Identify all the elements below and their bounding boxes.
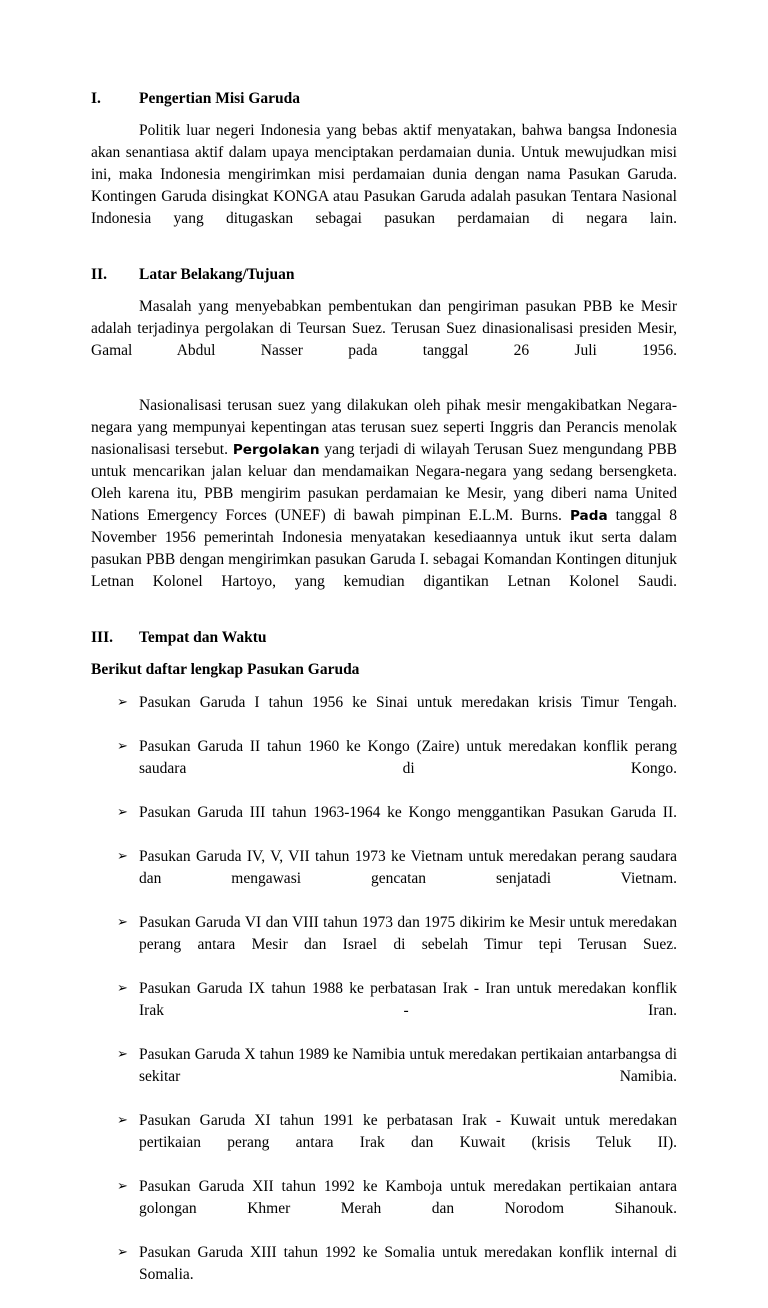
spacer <box>91 681 677 692</box>
paragraph-3-emphasis-pergolakan: Pergolakan <box>232 442 320 458</box>
arrow-bullet-icon: ➢ <box>117 915 128 930</box>
spacer <box>91 649 677 659</box>
section-numeral: I. <box>91 90 101 107</box>
list-item <box>91 1242 677 1308</box>
list-item-text: Pasukan Garuda X tahun 1989 ke Namibia untuk meredakan pertikaian antarbangsa di sekitar Namibia. <box>139 1046 677 1085</box>
list-item-text: Pasukan Garuda IV, V, VII tahun 1973 ke Vietnam untuk meredakan perang saudara dan mengawasi gencatan senjatadi Vietnam. <box>139 848 677 887</box>
list-item-text: Pasukan Garuda I tahun 1956 ke Sinai untuk meredakan krisis Timur Tengah. <box>139 694 677 711</box>
document-content <box>91 88 677 1308</box>
arrow-bullet-icon: ➢ <box>117 805 128 820</box>
list-item <box>91 978 677 1044</box>
list-item <box>91 1044 677 1110</box>
list-item-text: Pasukan Garuda XIII tahun 1992 ke Somalia untuk meredakan konflik internal di Somalia. <box>139 1244 677 1283</box>
list-item <box>91 912 677 978</box>
spacer <box>91 615 677 627</box>
arrow-bullet-icon: ➢ <box>117 1245 128 1260</box>
section-numeral: III. <box>91 629 113 646</box>
list-heading: Berikut daftar lengkap Pasukan Garuda <box>91 661 360 678</box>
paragraph-3-segment-3: tanggal 8 November 1956 pemerintah Indonesia menyatakan kesediaannya untuk ikut serta dalam pasukan PBB dengan mengirimkan pasukan Garuda I. sebagai Komandan Kontingen ditunjuk Letnan Kolonel Hartoyo, yang kemudian digantikan Letnan Kolonel Saudi. <box>91 507 677 590</box>
paragraph-1: Politik luar negeri Indonesia yang bebas aktif menyatakan, bahwa bangsa Indonesia akan senantiasa aktif dalam upaya menciptakan perdamaian dunia. Untuk mewujudkan misi ini, maka Indonesia mengirimkan misi perdamaian dunia dengan nama Pasukan Garuda. Kontingen Garuda disingkat KONGA atau Pasukan Garuda adalah pasukan Tentara Nasional Indonesia yang ditugaskan sebagai pasukan perdamaian di negara lain. <box>91 122 677 227</box>
list-item-text: Pasukan Garuda II tahun 1960 ke Kongo (Zaire) untuk meredakan konflik perang saudara di Kongo. <box>139 738 677 777</box>
list-item-text: Pasukan Garuda XII tahun 1992 ke Kamboja untuk meredakan pertikaian antara golongan Khmer Merah dan Norodom Sihanouk. <box>139 1178 677 1217</box>
paragraph-3-emphasis-pada: Pada <box>569 508 608 524</box>
section-heading-2 <box>91 264 677 286</box>
list-item-text: Pasukan Garuda IX tahun 1988 ke perbatasan Irak - Iran untuk meredakan konflik Irak - Iran. <box>139 980 677 1019</box>
list-item <box>91 1176 677 1242</box>
arrow-bullet-icon: ➢ <box>117 1047 128 1062</box>
garuda-mission-list <box>91 692 677 1308</box>
arrow-bullet-icon: ➢ <box>117 695 128 710</box>
list-item <box>91 692 677 736</box>
spacer <box>91 252 677 264</box>
list-item-text: Pasukan Garuda VI dan VIII tahun 1973 dan 1975 dikirim ke Mesir untuk meredakan perang antara Mesir dan Israel di sebelah Timur tepi Terusan Suez. <box>139 914 677 953</box>
section-title: Pengertian Misi Garuda <box>139 90 301 107</box>
list-item <box>91 736 677 802</box>
section-title: Tempat dan Waktu <box>139 629 267 646</box>
list-item-text: Pasukan Garuda III tahun 1963-1964 ke Kongo menggantikan Pasukan Garuda II. <box>139 804 677 821</box>
section-heading-3 <box>91 627 677 649</box>
spacer <box>91 110 677 120</box>
spacer <box>91 286 677 296</box>
arrow-bullet-icon: ➢ <box>117 981 128 996</box>
spacer <box>91 384 677 395</box>
paragraph-3-segment-2: yang terjadi di wilayah Terusan Suez mengundang PBB untuk mencarikan jalan keluar dan mendamaikan Negara-negara yang sedang bersengketa. Oleh karena itu, PBB mengirim pasukan perdamaian ke Mesir, yang diberi nama United Nations Emergency Forces (UNEF) di bawah pimpinan E.L.M. Burns. <box>91 441 677 524</box>
section-numeral: II. <box>91 266 107 283</box>
section-title: Latar Belakang/Tujuan <box>139 266 295 283</box>
arrow-bullet-icon: ➢ <box>117 1179 128 1194</box>
section-heading-1 <box>91 88 677 110</box>
arrow-bullet-icon: ➢ <box>117 1113 128 1128</box>
list-item <box>91 846 677 912</box>
arrow-bullet-icon: ➢ <box>117 739 128 754</box>
list-item <box>91 1110 677 1176</box>
paragraph-2: Masalah yang menyebabkan pembentukan dan pengiriman pasukan PBB ke Mesir adalah terjadinya pergolakan di Teursan Suez. Terusan Suez dinasionalisasi presiden Mesir, Gamal Abdul Nasser pada tanggal 26 Juli 1956. <box>91 298 677 359</box>
list-item-text: Pasukan Garuda XI tahun 1991 ke perbatasan Irak - Kuwait untuk meredakan pertikaian perang antara Irak dan Kuwait (krisis Teluk II). <box>139 1112 677 1151</box>
paragraph-3-segment-1: Nasionalisasi terusan suez yang dilakukan oleh pihak mesir mengakibatkan Negara-negara yang mempunyai kepentingan atas terusan suez seperti Inggris dan Perancis menolak nasionalisasi tersebut. <box>91 397 677 458</box>
paragraph-3 <box>91 395 677 615</box>
arrow-bullet-icon: ➢ <box>117 849 128 864</box>
list-item <box>91 802 677 846</box>
